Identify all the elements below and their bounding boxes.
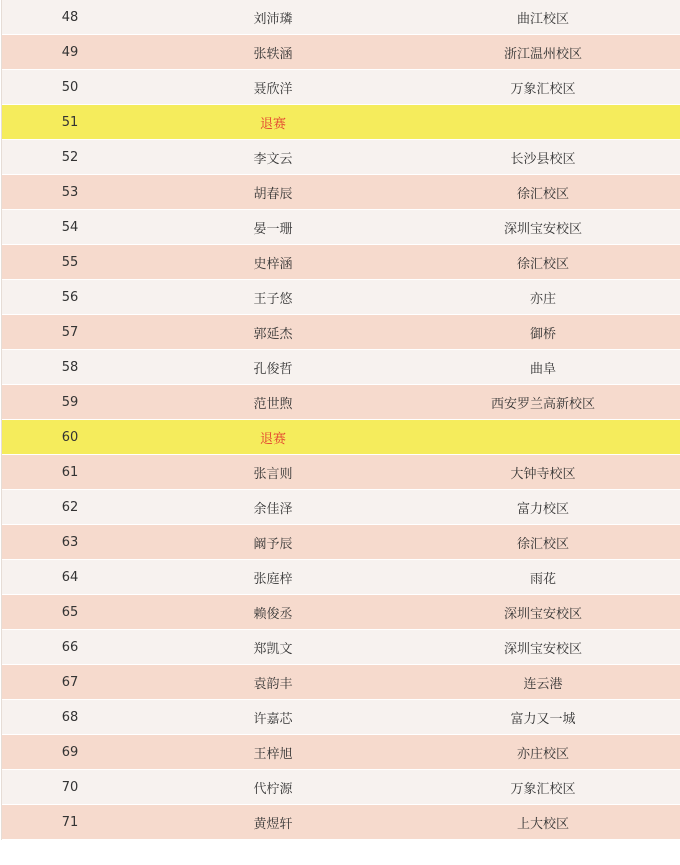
table-row <box>2 35 680 70</box>
campus-name: 曲阜 <box>529 361 556 377</box>
table-row <box>2 245 680 280</box>
student-name: 郑凯文 <box>253 641 293 657</box>
campus-name: 徐汇校区 <box>516 256 569 272</box>
student-name: 李文云 <box>253 151 293 167</box>
campus-name: 富力校区 <box>516 501 569 517</box>
row-number: 58 <box>61 359 79 375</box>
row-number: 69 <box>61 744 79 760</box>
student-name: 晏一珊 <box>253 221 293 237</box>
row-number: 55 <box>61 254 79 270</box>
table-row <box>2 560 680 595</box>
table-row-withdrawn <box>2 105 680 140</box>
row-number: 52 <box>61 149 79 165</box>
row-number: 57 <box>61 324 79 340</box>
student-name: 史梓涵 <box>253 256 293 272</box>
row-number: 61 <box>61 464 79 480</box>
student-name: 阚予辰 <box>253 536 293 552</box>
results-table <box>1 0 680 840</box>
campus-name: 万象汇校区 <box>510 781 576 797</box>
student-name: 聂欣洋 <box>253 81 293 97</box>
table-row <box>2 455 680 490</box>
campus-name: 深圳宝安校区 <box>503 641 582 657</box>
student-name: 郭延杰 <box>253 326 293 342</box>
table-row <box>2 350 680 385</box>
row-number: 64 <box>61 569 79 585</box>
row-number: 66 <box>61 639 79 655</box>
student-name: 代柠源 <box>253 781 293 797</box>
row-number: 53 <box>61 184 79 200</box>
student-name: 余佳泽 <box>253 501 293 517</box>
table-row <box>2 280 680 315</box>
table-row-withdrawn <box>2 420 680 455</box>
student-name: 王子悠 <box>253 291 293 307</box>
table-row <box>2 525 680 560</box>
student-name: 张庭梓 <box>253 571 293 587</box>
row-number: 70 <box>61 779 79 795</box>
student-name: 胡春辰 <box>253 186 293 202</box>
table-row <box>2 385 680 420</box>
row-number: 59 <box>61 394 79 410</box>
row-number: 49 <box>61 44 79 60</box>
row-number: 51 <box>61 114 79 130</box>
table-row <box>2 315 680 350</box>
table-row <box>2 735 680 770</box>
campus-name: 徐汇校区 <box>516 536 569 552</box>
student-name: 张言则 <box>253 466 293 482</box>
table-row <box>2 770 680 805</box>
campus-name: 连云港 <box>523 676 563 692</box>
row-number: 68 <box>61 709 79 725</box>
table-row <box>2 805 680 840</box>
row-number: 67 <box>61 674 79 690</box>
withdrawn-label: 退赛 <box>259 116 286 132</box>
campus-name: 浙江温州校区 <box>503 46 582 62</box>
campus-name: 长沙县校区 <box>510 151 576 167</box>
campus-name: 深圳宝安校区 <box>503 221 582 237</box>
student-name: 孔俊哲 <box>253 361 293 377</box>
campus-name: 雨花 <box>529 571 556 587</box>
campus-name: 曲江校区 <box>516 11 569 27</box>
table-row <box>2 490 680 525</box>
table-row <box>2 630 680 665</box>
campus-name: 深圳宝安校区 <box>503 606 582 622</box>
table-row <box>2 70 680 105</box>
campus-name: 富力又一城 <box>510 711 576 727</box>
table-row <box>2 175 680 210</box>
student-name: 许嘉芯 <box>253 711 293 727</box>
table-row <box>2 210 680 245</box>
student-name: 刘沛璘 <box>253 11 293 27</box>
row-number: 50 <box>61 79 79 95</box>
row-number: 62 <box>61 499 79 515</box>
row-number: 71 <box>61 814 79 830</box>
student-name: 范世煦 <box>253 396 293 412</box>
row-number: 65 <box>61 604 79 620</box>
student-name: 王梓旭 <box>253 746 293 762</box>
row-number: 60 <box>61 429 79 445</box>
student-name: 黄煜轩 <box>253 816 293 832</box>
student-name: 袁韵丰 <box>253 676 293 692</box>
campus-name: 亦庄 <box>529 291 556 307</box>
table-row <box>2 595 680 630</box>
student-name: 张轶涵 <box>253 46 293 62</box>
table-row <box>2 0 680 35</box>
campus-name: 亦庄校区 <box>516 746 569 762</box>
campus-name: 大钟寺校区 <box>510 466 576 482</box>
withdrawn-label: 退赛 <box>259 431 286 447</box>
student-name: 赖俊丞 <box>253 606 293 622</box>
campus-name: 上大校区 <box>516 816 569 832</box>
campus-name: 御桥 <box>529 326 556 342</box>
campus-name: 徐汇校区 <box>516 186 569 202</box>
table-row <box>2 140 680 175</box>
table-row <box>2 665 680 700</box>
campus-name: 万象汇校区 <box>510 81 576 97</box>
row-number: 48 <box>61 9 79 25</box>
row-number: 56 <box>61 289 79 305</box>
table-row <box>2 700 680 735</box>
row-number: 63 <box>61 534 79 550</box>
row-number: 54 <box>61 219 79 235</box>
campus-name: 西安罗兰高新校区 <box>490 396 595 412</box>
